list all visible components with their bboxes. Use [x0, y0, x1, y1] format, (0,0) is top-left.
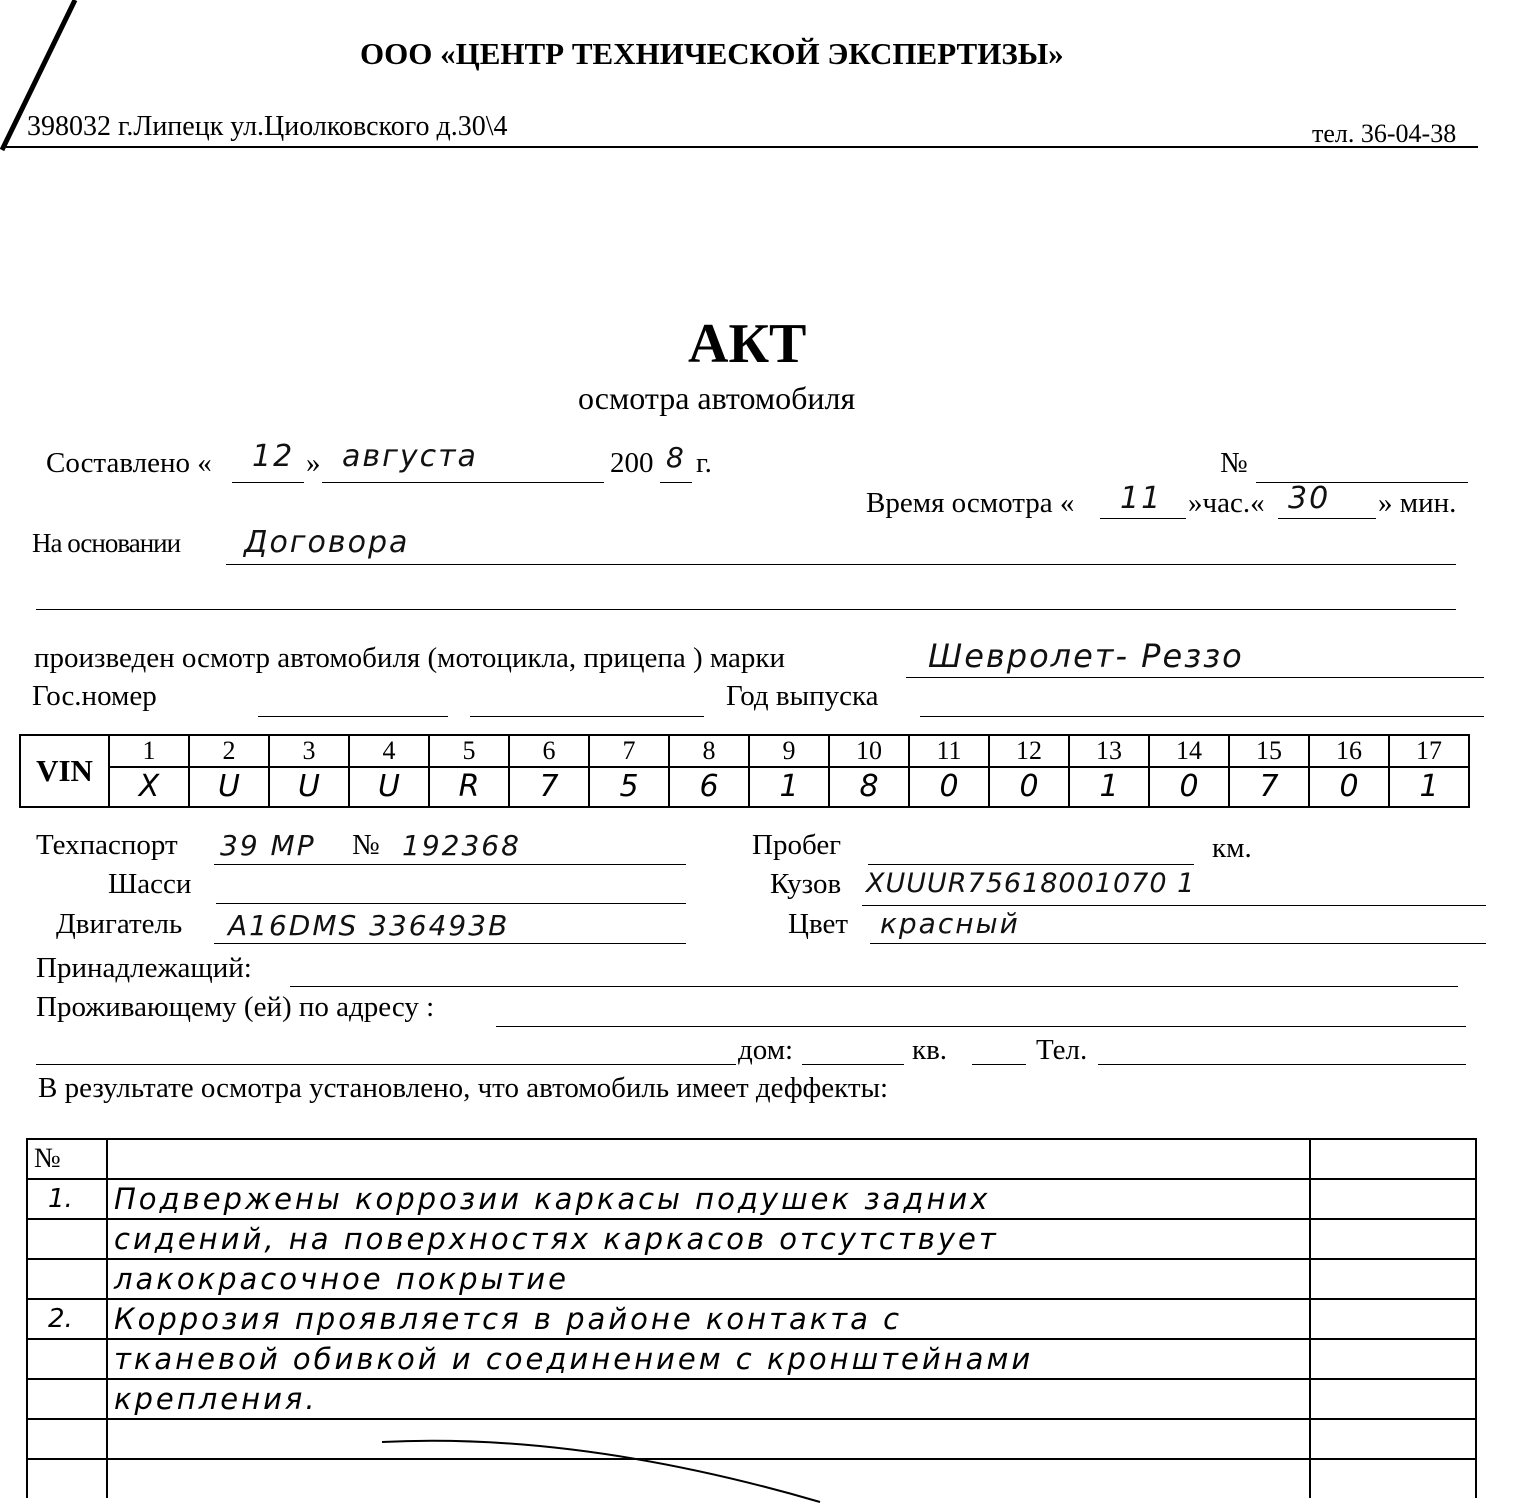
- defect-text: Подвержены коррозии каркасы подушек задних: [107, 1179, 1310, 1219]
- defect-number: [27, 1419, 107, 1459]
- chassis-label: Шасси: [108, 868, 192, 900]
- defects-header-number: №: [27, 1139, 107, 1179]
- vin-position: 6: [509, 735, 589, 767]
- color-value: красный: [880, 907, 1020, 940]
- inspection-label: произведен осмотр автомобиля (мотоцикла, прицепа ) марки: [34, 642, 786, 674]
- vin-position: 2: [189, 735, 269, 767]
- table-row: [27, 1379, 1476, 1419]
- engine-line: [214, 943, 686, 944]
- defect-text: сидений, на поверхностях каркасов отсутствует: [107, 1219, 1310, 1259]
- house-line: [802, 1064, 904, 1065]
- address-label: Проживающему (ей) по адресу :: [36, 991, 435, 1023]
- table-row: [27, 1339, 1476, 1379]
- defect-text: лакокрасочное покрытие: [107, 1259, 1310, 1299]
- color-line: [870, 943, 1486, 944]
- table-row: [27, 1179, 1476, 1219]
- vin-position: 13: [1069, 735, 1149, 767]
- plate-line: [258, 716, 448, 717]
- vin-position: 12: [989, 735, 1069, 767]
- basis-line-2: [36, 609, 1456, 610]
- body-number: XUUUR75618001070 1: [866, 868, 1196, 899]
- vin-position: 4: [349, 735, 429, 767]
- time-hours: 11: [1120, 481, 1163, 516]
- vin-char: 0: [1149, 767, 1229, 807]
- defect-text: тканевой обивкой и соединением с кронштейнами: [107, 1339, 1310, 1379]
- vin-label: VIN: [20, 735, 109, 807]
- flat-label: кв.: [912, 1034, 948, 1066]
- vin-position: 17: [1389, 735, 1469, 767]
- vin-position: 11: [909, 735, 989, 767]
- vin-char: R: [429, 767, 509, 807]
- passport-number: 192368: [402, 829, 521, 862]
- compiled-year-prefix: 200: [610, 447, 654, 479]
- vin-position: 9: [749, 735, 829, 767]
- owner-line: [290, 986, 1458, 987]
- compiled-year-line: [660, 482, 692, 483]
- vin-char: X: [109, 767, 189, 807]
- vehicle-brand: Шевролет- Реззо: [928, 637, 1244, 675]
- vin-char: 5: [589, 767, 669, 807]
- vin-char: 0: [989, 767, 1069, 807]
- plate-label: Гос.номер: [32, 680, 157, 712]
- defect-extra-cell: [1310, 1299, 1476, 1339]
- defect-extra-cell: [1310, 1419, 1476, 1459]
- vin-position: 5: [429, 735, 509, 767]
- vin-char: 6: [669, 767, 749, 807]
- address-line-2: [36, 1064, 736, 1065]
- mileage-line: [868, 864, 1194, 865]
- vin-char: U: [189, 767, 269, 807]
- passport-no-label: №: [352, 829, 380, 861]
- defect-extra-cell: [1310, 1459, 1476, 1498]
- pen-stroke: [380, 1432, 840, 1505]
- time-hours-line: [1100, 518, 1186, 519]
- time-hours-suffix: »час.«: [1188, 487, 1265, 519]
- defect-number: [27, 1379, 107, 1419]
- address-line: [496, 1026, 1466, 1027]
- year-label: Год выпуска: [726, 680, 879, 712]
- basis-label: На основании: [32, 528, 181, 558]
- vin-char: 1: [1389, 767, 1469, 807]
- owner-label: Принадлежащий:: [36, 952, 252, 984]
- compiled-day: 12: [252, 439, 295, 474]
- company-address: 398032 г.Липецк ул.Циолковского д.30\4: [27, 111, 508, 142]
- vin-char: 7: [509, 767, 589, 807]
- tel-line: [1098, 1064, 1466, 1065]
- time-minutes-line: [1278, 518, 1376, 519]
- vin-position: 15: [1229, 735, 1309, 767]
- mileage-unit: км.: [1212, 832, 1252, 864]
- house-label: дом:: [738, 1034, 794, 1066]
- compiled-month: августа: [342, 439, 478, 474]
- compiled-month-line: [322, 482, 604, 483]
- table-row: [27, 1299, 1476, 1339]
- basis-line: [226, 564, 1456, 565]
- defects-header-extra: [1310, 1139, 1476, 1179]
- vin-char: 8: [829, 767, 909, 807]
- defect-text: крепления.: [107, 1379, 1310, 1419]
- passport-series: 39 MP: [220, 829, 316, 862]
- doc-title: АКТ: [688, 313, 807, 375]
- passport-line: [214, 864, 686, 865]
- defects-header-description: [107, 1139, 1310, 1179]
- engine-number: A16DMS 336493B: [228, 909, 510, 942]
- vin-position: 3: [269, 735, 349, 767]
- defect-extra-cell: [1310, 1219, 1476, 1259]
- time-minutes: 30: [1288, 481, 1331, 516]
- vin-table: [19, 734, 1470, 808]
- company-name: ООО «ЦЕНТР ТЕХНИЧЕСКОЙ ЭКСПЕРТИЗЫ»: [360, 36, 1064, 71]
- flat-line: [972, 1064, 1026, 1065]
- vin-char: 0: [1309, 767, 1389, 807]
- vin-char: 1: [1069, 767, 1149, 807]
- time-minutes-suffix: » мин.: [1378, 487, 1457, 519]
- vin-char: 0: [909, 767, 989, 807]
- table-row: [27, 1259, 1476, 1299]
- brand-line: [906, 677, 1484, 678]
- chassis-line: [216, 903, 686, 904]
- time-label: Время осмотра «: [866, 487, 1075, 519]
- body-line: [862, 905, 1486, 906]
- result-label: В результате осмотра установлено, что автомобиль имеет деффекты:: [38, 1072, 889, 1104]
- vin-position: 10: [829, 735, 909, 767]
- defect-number: [27, 1219, 107, 1259]
- defect-number: [27, 1459, 107, 1498]
- vin-position: 8: [669, 735, 749, 767]
- mileage-label: Пробег: [752, 829, 842, 861]
- defect-extra-cell: [1310, 1339, 1476, 1379]
- basis-value: Договора: [244, 525, 410, 560]
- plate-region-line: [470, 716, 704, 717]
- defect-number: 1.: [27, 1179, 107, 1219]
- defect-number: 2.: [27, 1299, 107, 1339]
- act-number-label: №: [1220, 447, 1248, 479]
- vin-position: 1: [109, 735, 189, 767]
- compiled-sep: »: [306, 447, 321, 479]
- body-label: Кузов: [770, 868, 842, 900]
- compiled-year-suffix: г.: [696, 447, 712, 479]
- defect-extra-cell: [1310, 1179, 1476, 1219]
- vin-char: U: [269, 767, 349, 807]
- defect-number: [27, 1339, 107, 1379]
- defect-number: [27, 1259, 107, 1299]
- table-row: [27, 1219, 1476, 1259]
- passport-label: Техпаспорт: [36, 829, 178, 861]
- year-line: [920, 716, 1484, 717]
- vin-char: U: [349, 767, 429, 807]
- compiled-label: Составлено «: [46, 447, 212, 479]
- compiled-day-line: [232, 482, 304, 483]
- vin-char: 7: [1229, 767, 1309, 807]
- company-phone: тел. 36-04-38: [1312, 119, 1457, 148]
- doc-subtitle: осмотра автомобиля: [578, 380, 856, 416]
- vin-position: 16: [1309, 735, 1389, 767]
- tel-label: Тел.: [1036, 1034, 1088, 1066]
- compiled-year-digit: 8: [666, 441, 686, 474]
- defect-text: Коррозия проявляется в районе контакта с: [107, 1299, 1310, 1339]
- header-rule: [6, 146, 1478, 148]
- defects-header-row: [27, 1139, 1476, 1179]
- engine-label: Двигатель: [56, 908, 183, 940]
- vin-position: 7: [589, 735, 669, 767]
- vin-char: 1: [749, 767, 829, 807]
- color-label: Цвет: [788, 908, 849, 940]
- defect-extra-cell: [1310, 1259, 1476, 1299]
- defect-extra-cell: [1310, 1379, 1476, 1419]
- vin-position: 14: [1149, 735, 1229, 767]
